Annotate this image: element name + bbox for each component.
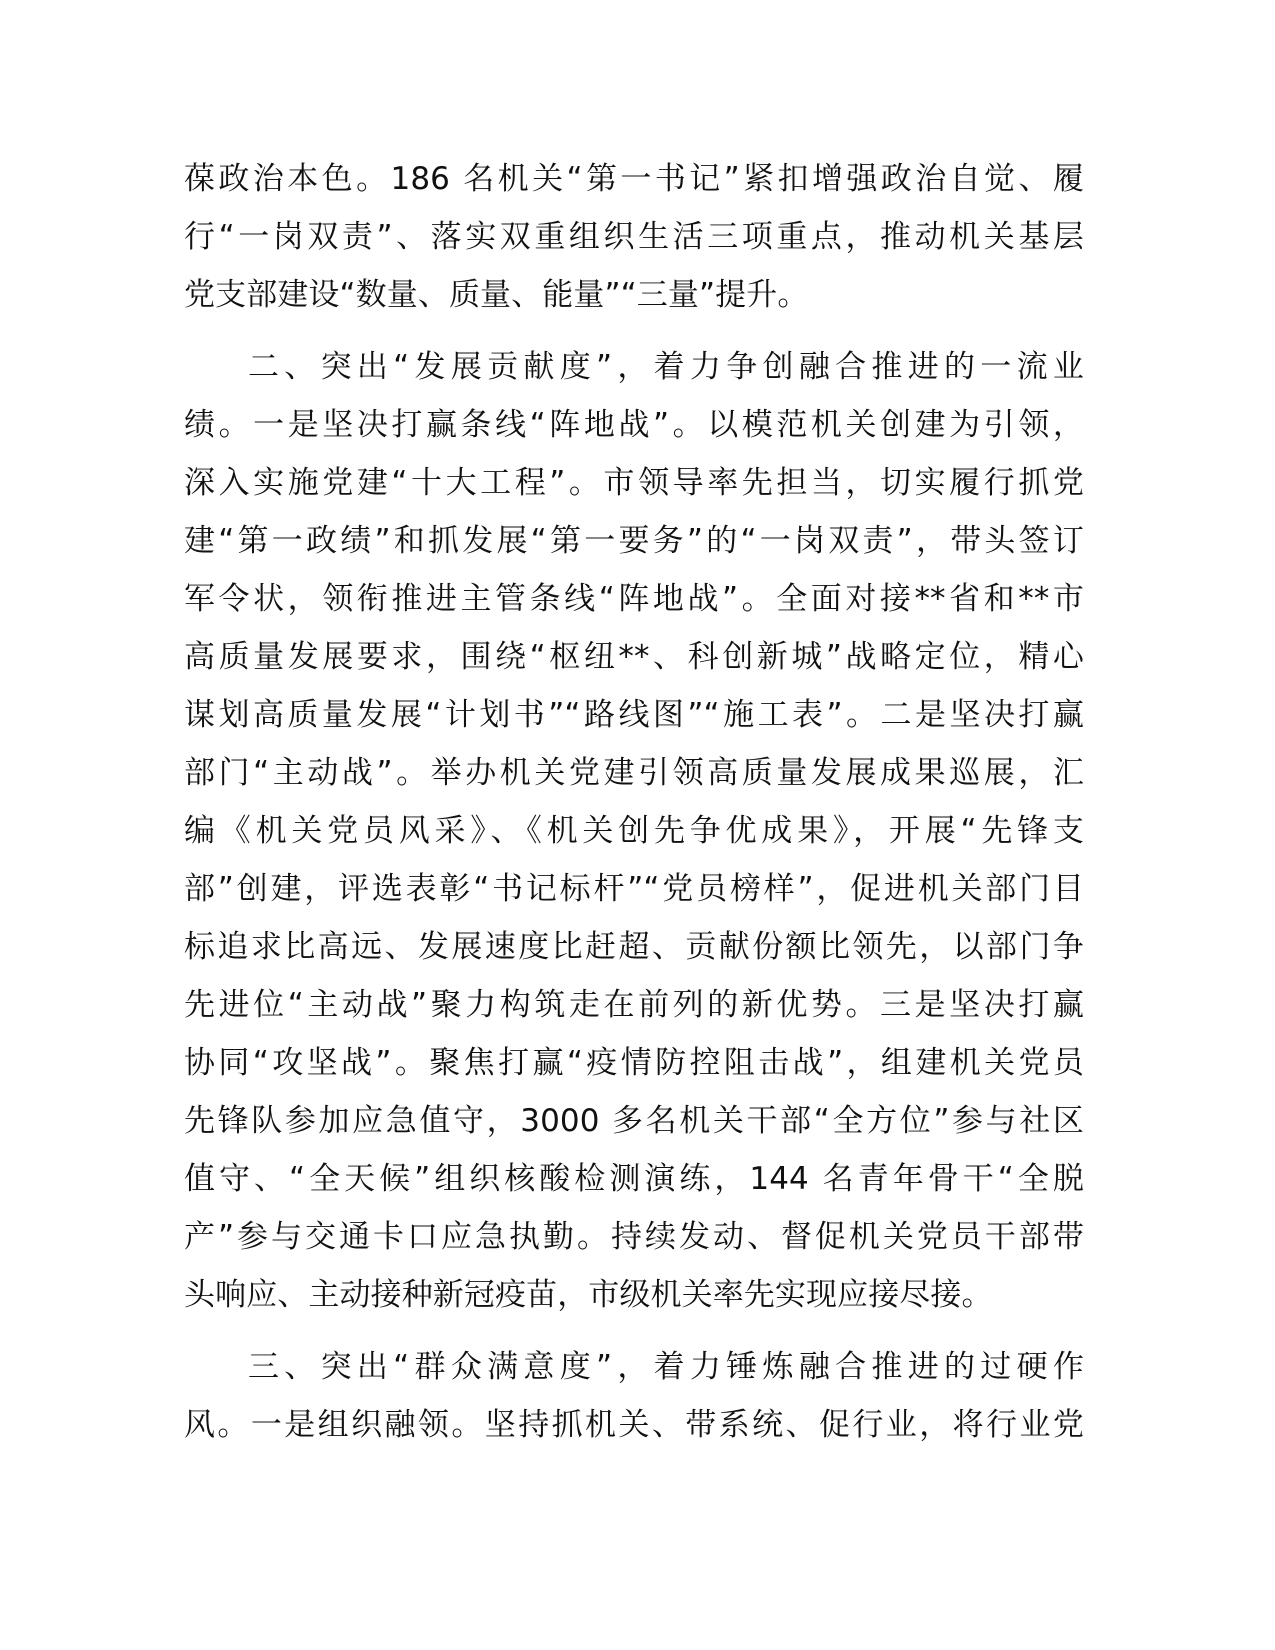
paragraph-3 (184, 1338, 1084, 1454)
text-line: 风。一是组织融领。坚持抓机关、带系统、促行业，将行业党 (184, 1407, 1084, 1443)
text-line: 葆政治本色。186 名机关“第一书记”紧扣增强政治自觉、履 (184, 161, 1084, 197)
text-line: 深入实施党建“十大工程”。市领导率先担当，切实履行抓党 (184, 465, 1084, 501)
text-line: 标追求比高远、发展速度比赶超、贡献份额比领先，以部门争 (184, 929, 1084, 965)
text-line: 头响应、主动接种新冠疫苗，市级机关率先实现应接尽接。 (184, 1277, 993, 1313)
text-line: 二、突出“发展贡献度”，着力争创融合推进的一流业 (248, 349, 1084, 385)
text-line: 产”参与交通卡口应急执勤。持续发动、督促机关党员干部带 (184, 1219, 1084, 1255)
text-line: 军令状，领衔推进主管条线“阵地战”。全面对接**省和**市 (184, 581, 1084, 617)
text-line: 绩。一是坚决打赢条线“阵地战”。以模范机关创建为引领， (184, 407, 1084, 443)
text-line: 部”创建，评选表彰“书记标杆”“党员榜样”，促进机关部门目 (184, 871, 1084, 907)
text-line: 值守、“全天候”组织核酸检测演练，144 名青年骨干“全脱 (184, 1161, 1084, 1197)
text-line: 建“第一政绩”和抓发展“第一要务”的“一岗双责”，带头签订 (184, 523, 1084, 559)
paragraph-2 (184, 338, 1084, 1324)
text-line: 三、突出“群众满意度”，着力锤炼融合推进的过硬作 (248, 1349, 1084, 1385)
text-line: 谋划高质量发展“计划书”“路线图”“施工表”。二是坚决打赢 (184, 697, 1084, 733)
document-body (184, 150, 1084, 1454)
text-line: 党支部建设“数量、质量、能量”“三量”提升。 (184, 277, 809, 313)
text-line: 协同“攻坚战”。聚焦打赢“疫情防控阻击战”，组建机关党员 (184, 1045, 1084, 1081)
paragraph-1 (184, 150, 1084, 324)
text-line: 先锋队参加应急值守，3000 多名机关干部“全方位”参与社区 (184, 1103, 1084, 1139)
text-line: 行“一岗双责”、落实双重组织生活三项重点，推动机关基层 (184, 219, 1084, 255)
text-line: 编《机关党员风采》、《机关创先争优成果》，开展“先锋支 (184, 813, 1084, 849)
text-line: 部门“主动战”。举办机关党建引领高质量发展成果巡展，汇 (184, 755, 1084, 791)
text-line: 高质量发展要求，围绕“枢纽**、科创新城”战略定位，精心 (184, 639, 1084, 675)
text-line: 先进位“主动战”聚力构筑走在前列的新优势。三是坚决打赢 (184, 987, 1084, 1023)
